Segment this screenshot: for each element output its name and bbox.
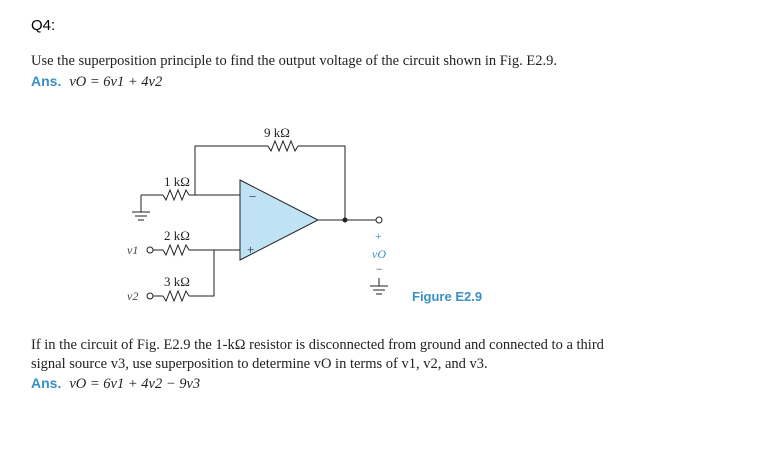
op-amp-minus-sign: −	[249, 189, 257, 204]
feedback-wire-left	[195, 146, 268, 185]
answer-2-equation: vO = 6v1 + 4v2 − 9v3	[69, 376, 201, 392]
resistor-2k-label: 2 kΩ	[164, 228, 190, 243]
resistor-3k	[163, 291, 189, 301]
question-number: Q4:	[31, 17, 56, 34]
v1-label: v1	[127, 243, 139, 257]
answer-2-label: Ans.	[31, 375, 62, 391]
vo-label: vO	[372, 247, 386, 261]
resistor-1k-label: 1 kΩ	[164, 174, 190, 189]
output-terminal	[376, 217, 382, 223]
followup-line-1: If in the circuit of Fig. E2.9 the 1-kΩ resistor is disconnected from ground and connected to a third	[31, 337, 604, 353]
v1-terminal	[147, 247, 153, 253]
op-amp-plus-sign: +	[247, 242, 255, 257]
problem-statement: Use the superposition principle to find the output voltage of the circuit shown in Fig. E2.9.	[31, 53, 557, 69]
resistor-1k	[163, 190, 189, 200]
feedback-resistor	[268, 141, 298, 151]
v2-label: v2	[127, 289, 139, 303]
answer-1-label: Ans.	[31, 73, 62, 89]
resistor-2k	[163, 245, 189, 255]
followup-line-2: signal source v3, use superposition to determine vO in terms of v1, v2, and v3.	[31, 356, 488, 372]
feedback-resistor-label: 9 kΩ	[264, 125, 290, 140]
feedback-wire-right	[298, 146, 345, 220]
vo-minus: −	[376, 262, 383, 276]
figure-caption: Figure E2.9	[412, 289, 483, 304]
resistor-3k-label: 3 kΩ	[164, 274, 190, 289]
answer-1-equation: vO = 6v1 + 4v2	[69, 74, 163, 90]
vo-plus: +	[375, 229, 382, 243]
answer-2	[31, 375, 200, 393]
v2-terminal	[147, 293, 153, 299]
